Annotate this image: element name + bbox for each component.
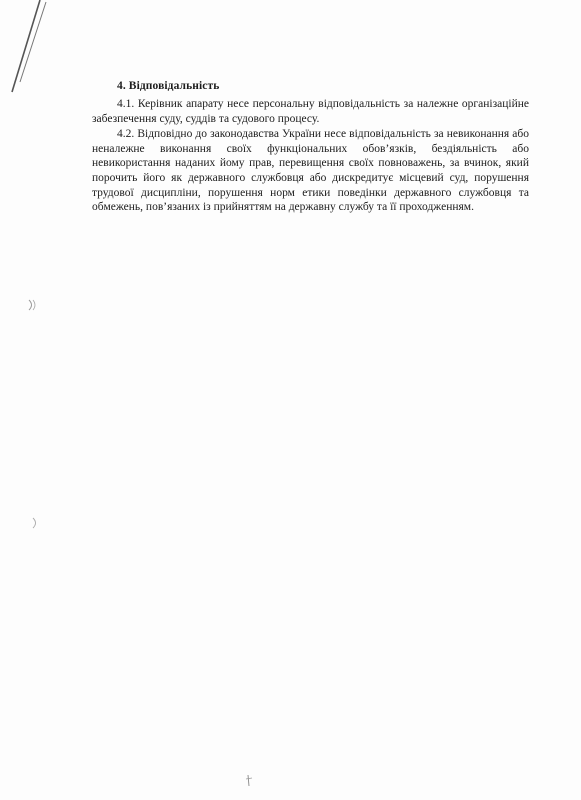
punch-hole-mark-top <box>26 298 38 312</box>
section-title: 4. Відповідальність <box>117 80 220 92</box>
document-body <box>92 80 529 216</box>
punch-hole-mark-middle <box>30 516 42 530</box>
bottom-mark <box>243 774 255 788</box>
scan-edge-mark <box>0 0 60 100</box>
paragraph-4-1: 4.1. Керівник апарату несе персональну відповідальність за належне організаційне забезпечення суду, суддів та судового процесу. <box>92 98 529 125</box>
paragraph-4-2: 4.2. Відповідно до законодавства України несе відповідальність за невиконання або неналежне виконання своїх функціональних обов’язків, бездіяльність або невикористання наданих йому прав, перевищення своїх повноважень, за вчинок, який порочить його як державного службовця або дискредитує місцевий суд, порушення трудової дисципліни, порушення норм етики поведінки державного службовця та обмежень, пов’язаних із прийняттям на державну службу та її проходженням. <box>92 128 529 214</box>
